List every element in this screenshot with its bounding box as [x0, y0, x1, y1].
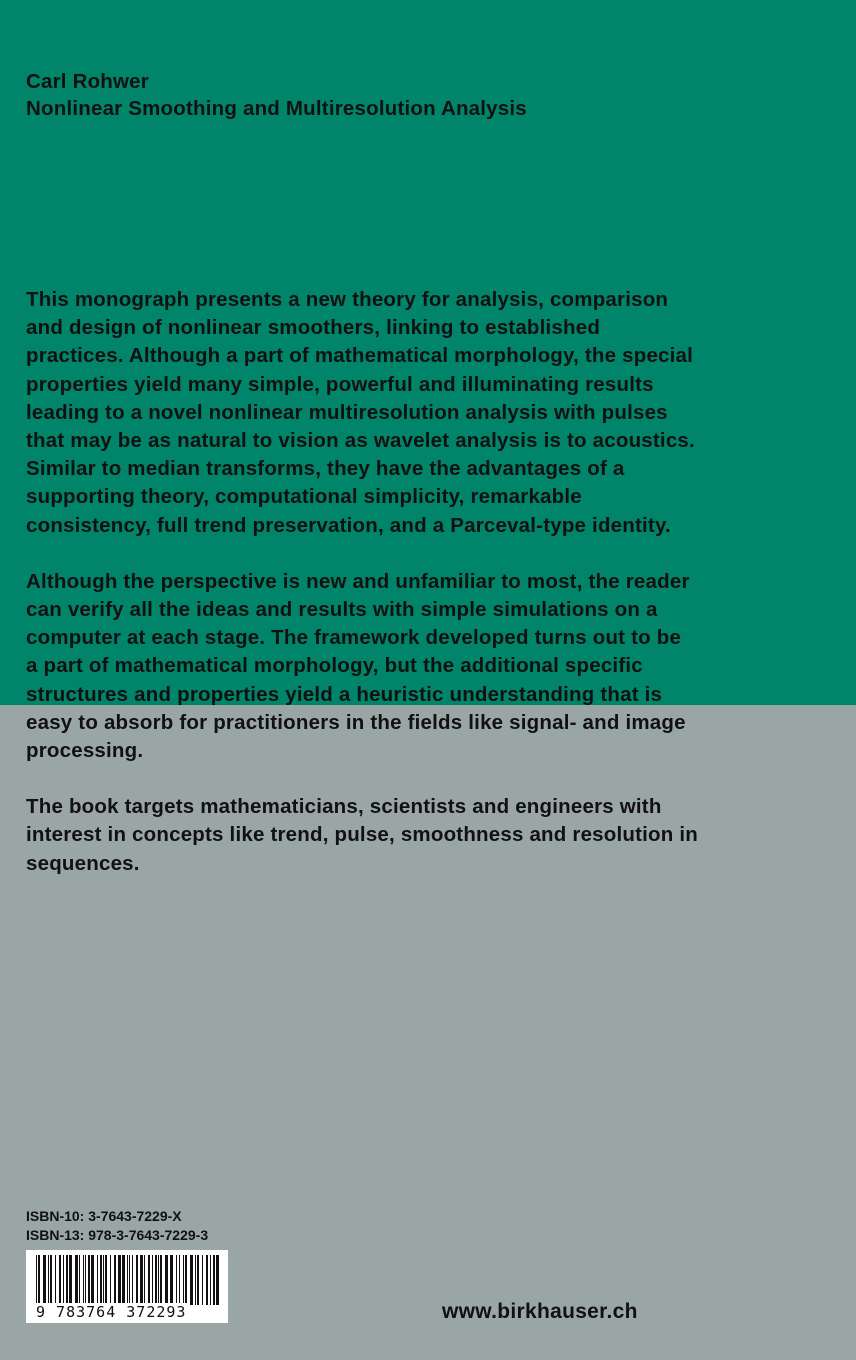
barcode-bar [85, 1255, 86, 1305]
barcode-bar [63, 1255, 64, 1305]
book-title: Nonlinear Smoothing and Multiresolution Analysis [26, 97, 527, 120]
barcode-bar [114, 1255, 116, 1305]
blurb-line: Similar to median transforms, they have the advantages of a [26, 457, 625, 481]
barcode-bar [105, 1255, 107, 1305]
barcode-bar [140, 1255, 143, 1305]
barcode-bar [160, 1255, 162, 1305]
barcode-bar [136, 1255, 138, 1305]
barcode-bar [122, 1255, 125, 1305]
blurb-line: properties yield many simple, powerful and illuminating results [26, 372, 654, 396]
blurb-paragraph-3 [26, 793, 836, 878]
blurb-paragraph-2 [26, 568, 836, 765]
blurb-line: can verify all the ideas and results with simple simulations on a [26, 598, 658, 622]
blurb-line: and design of nonlinear smoothers, linking to established [26, 316, 601, 340]
barcode-bar [75, 1255, 78, 1305]
blurb-line: interest in concepts like trend, pulse, smoothness and resolution in [26, 823, 699, 847]
blurb-line: structures and properties yield a heuristic understanding that is [26, 682, 663, 706]
barcode-bar [50, 1255, 52, 1305]
barcode-bar [165, 1255, 168, 1305]
blurb-line: The book targets mathematicians, scientists and engineers with [26, 795, 662, 819]
barcode-bar [206, 1255, 208, 1305]
barcode-digits: 9 783764 372293 [36, 1303, 187, 1321]
barcode-bar [197, 1255, 199, 1305]
barcode-bar [213, 1255, 215, 1305]
barcode-bar [88, 1255, 90, 1305]
barcode-bar [79, 1255, 80, 1305]
barcode-bar [158, 1255, 159, 1305]
blurb-paragraph-1 [26, 286, 836, 540]
isbn-10: ISBN-10: 3-7643-7229-X [26, 1208, 182, 1224]
blurb-line: This monograph presents a new theory for analysis, comparison [26, 288, 669, 311]
barcode-bar [179, 1255, 180, 1305]
barcode-bar [183, 1255, 184, 1305]
barcode-bar [176, 1255, 177, 1305]
barcode-bar [48, 1255, 49, 1305]
barcode-bar [55, 1255, 56, 1305]
barcode-bar [129, 1255, 130, 1305]
barcode-bar [69, 1255, 72, 1305]
barcode-bar [210, 1255, 211, 1305]
blurb-line: processing. [26, 739, 144, 763]
barcode-bar [155, 1255, 157, 1305]
barcode-bar [127, 1255, 128, 1305]
barcode-bar [83, 1255, 84, 1305]
barcode-bar [110, 1255, 111, 1305]
barcode-bar [103, 1255, 104, 1305]
barcode [26, 1250, 228, 1323]
barcode-bar [91, 1255, 94, 1305]
isbn-13: ISBN-13: 978-3-7643-7229-3 [26, 1227, 209, 1243]
blurb-line: Although the perspective is new and unfamiliar to most, the reader [26, 569, 690, 593]
blurb-line: that may be as natural to vision as wavelet analysis is to acoustics. [26, 429, 695, 453]
blurb-line: supporting theory, computational simplicity, remarkable [26, 485, 582, 509]
barcode-bar [170, 1255, 173, 1305]
blurb-line: leading to a novel nonlinear multiresolution analysis with pulses [26, 400, 668, 424]
barcode-bar [97, 1255, 98, 1305]
barcode-bar [190, 1255, 193, 1305]
barcode-bar [195, 1255, 196, 1305]
barcode-bar [43, 1255, 46, 1305]
barcode-bar [100, 1255, 102, 1305]
barcode-bar [152, 1255, 153, 1305]
blurb-line: computer at each stage. The framework developed turns out to be [26, 626, 682, 650]
author-name: Carl Rohwer [26, 70, 149, 93]
barcode-bar [59, 1255, 61, 1305]
barcode-bar [202, 1255, 203, 1305]
blurb-line: sequences. [26, 851, 140, 875]
barcode-bar [118, 1255, 121, 1305]
barcode-bar [216, 1255, 219, 1305]
barcode-bar [66, 1255, 68, 1305]
blurb-line: easy to absorb for practitioners in the fields like signal- and image [26, 710, 686, 734]
barcode-bar [132, 1255, 133, 1305]
publisher-website: www.birkhauser.ch [442, 1300, 638, 1323]
barcode-bar [185, 1255, 187, 1305]
blurb [26, 286, 836, 906]
blurb-line: a part of mathematical morphology, but the additional specific [26, 654, 643, 678]
blurb-line: practices. Although a part of mathematical morphology, the special [26, 344, 694, 368]
blurb-line: consistency, full trend preservation, and a Parceval-type identity. [26, 513, 671, 537]
